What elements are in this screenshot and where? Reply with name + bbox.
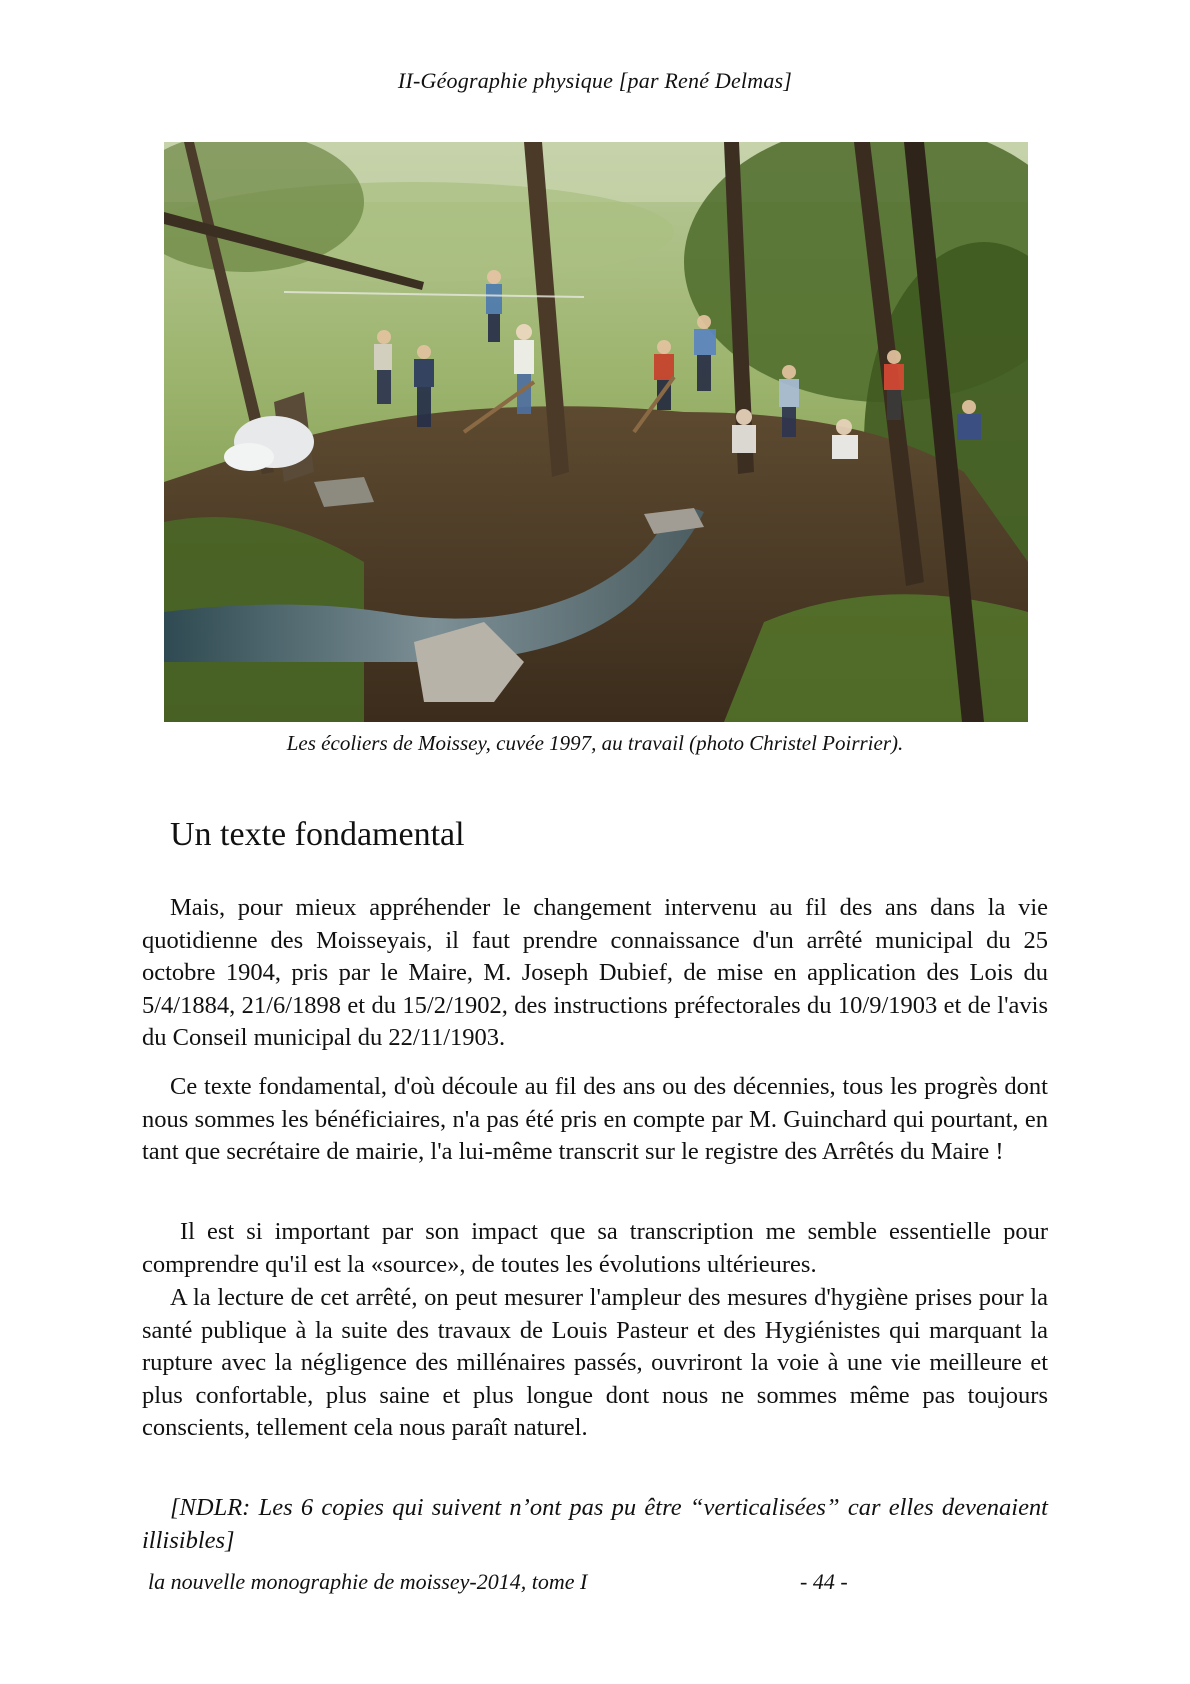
footer-publication: la nouvelle monographie de moissey-2014, tome I — [148, 1569, 588, 1594]
editor-note: [NDLR: Les 6 copies qui suivent n’ont pas pu être “verticalisées” car elles devenaient illisibles] — [142, 1494, 1048, 1554]
paragraph-4: A la lecture de cet arrêté, on peut mesurer l'ampleur des mesures d'hygiène prises pour la santé publique à la suite des travaux de Louis Pasteur et des Hygiénistes qui marquant la rupture avec la négligence des millénaires passés, ouvriront la voie à une vie meilleure et plus confortable, plus saine et plus longue dont nous ne sommes même pas toujours conscients, tellement cela nous paraît naturel. — [142, 1284, 1048, 1441]
paragraph-1: Mais, pour mieux appréhender le changement intervenu au fil des ans dans la vie quotidienne des Moisseyais, il faut prendre connaissance d'un arrêté municipal du 25 octobre 1904, pris par le Maire, M. Joseph Dubief, de mise en application des Lois du 5/4/1884, 21/6/1898 et du 15/2/1902, des instructions préfectorales du 10/9/1903 et de l'avis du Conseil municipal du 22/11/1903. — [142, 894, 1048, 1051]
photo-schoolchildren-stream — [164, 142, 1028, 722]
photo-caption: Les écoliers de Moissey, cuvée 1997, au travail (photo Christel Poirrier). — [286, 731, 904, 755]
photo-illustration — [164, 142, 1028, 722]
paragraph-2: Ce texte fondamental, d'où découle au fil des ans ou des décennies, tous les progrès dont nous sommes les bénéficiaires, n'a pas été pris en compte par M. Guinchard qui pourtant, en tant que secrétaire de mairie, l'a lui-même transcrit sur le registre des Arrêtés du Maire ! — [142, 1073, 1048, 1165]
section-title: Un texte fondamental — [170, 816, 465, 853]
paragraph-3: Il est si important par son impact que sa transcription me semble essentielle pour comprendre qu'il est la «source», de toutes les évolutions ultérieures. — [142, 1218, 1048, 1278]
page-number: - 44 - — [800, 1569, 848, 1594]
running-header: II-Géographie physique [par René Delmas] — [397, 68, 793, 93]
